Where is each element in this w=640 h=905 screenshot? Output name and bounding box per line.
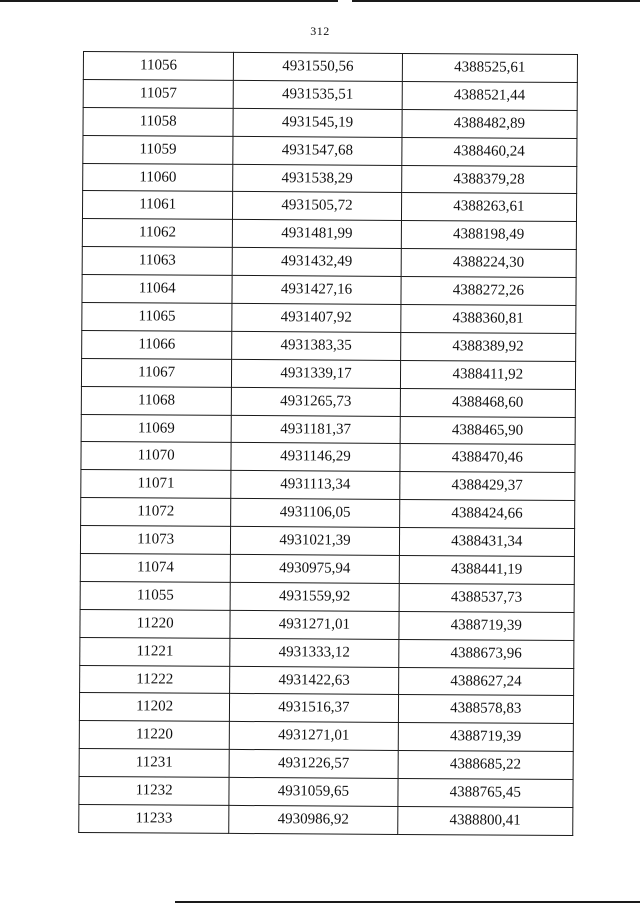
table-row [83, 79, 577, 110]
y-coordinate-cell: 4388521,44 [402, 81, 578, 110]
y-coordinate-cell: 4388198,49 [401, 221, 577, 250]
table-row [81, 414, 575, 445]
table-row [83, 163, 577, 194]
y-coordinate-cell: 4388431,34 [399, 528, 575, 557]
point-number-cell: 11061 [82, 191, 232, 220]
x-coordinate-cell: 4931113,34 [231, 471, 399, 500]
x-coordinate-cell: 4930986,92 [229, 805, 397, 834]
point-number-cell: 11057 [83, 79, 233, 108]
x-coordinate-cell: 4931181,37 [231, 415, 399, 444]
scan-bottom-border [175, 901, 640, 903]
y-coordinate-cell: 4388224,30 [401, 249, 577, 278]
scan-top-border [0, 0, 640, 2]
point-number-cell: 11056 [83, 52, 233, 81]
table-row [82, 219, 576, 250]
y-coordinate-cell: 4388272,26 [401, 277, 577, 306]
y-coordinate-cell: 4388360,81 [400, 304, 576, 333]
point-number-cell: 11073 [80, 526, 230, 555]
table-row [79, 749, 573, 780]
table-row [79, 777, 573, 808]
x-coordinate-cell: 4931271,01 [230, 610, 398, 639]
x-coordinate-cell: 4931427,16 [232, 276, 400, 305]
point-number-cell: 11059 [83, 135, 233, 164]
point-number-cell: 11220 [79, 721, 229, 750]
table-row [81, 470, 575, 501]
point-number-cell: 11063 [82, 247, 232, 276]
table-row [83, 107, 577, 138]
point-number-cell: 11232 [79, 777, 229, 806]
table-row [81, 498, 575, 529]
point-number-cell: 11058 [83, 107, 233, 136]
y-coordinate-cell: 4388460,24 [401, 137, 577, 166]
y-coordinate-cell: 4388424,66 [399, 500, 575, 529]
table-row [80, 526, 574, 557]
x-coordinate-cell: 4931505,72 [233, 192, 401, 221]
point-number-cell: 11066 [82, 330, 232, 359]
table-row [81, 442, 575, 473]
x-coordinate-cell: 4931516,37 [230, 694, 398, 723]
y-coordinate-cell: 4388441,19 [399, 555, 575, 584]
table-row [79, 805, 573, 836]
y-coordinate-cell: 4388525,61 [402, 53, 578, 82]
table-row [82, 247, 576, 278]
point-number-cell: 11233 [79, 805, 229, 834]
y-coordinate-cell: 4388578,83 [398, 695, 574, 724]
table-row [82, 275, 576, 306]
x-coordinate-cell: 4931550,56 [234, 52, 402, 81]
point-number-cell: 11062 [82, 219, 232, 248]
y-coordinate-cell: 4388465,90 [400, 416, 576, 445]
y-coordinate-cell: 4388765,45 [398, 779, 574, 808]
x-coordinate-cell: 4931106,05 [231, 499, 399, 528]
table-row [80, 554, 574, 585]
y-coordinate-cell: 4388800,41 [397, 806, 573, 835]
x-coordinate-cell: 4931146,29 [231, 443, 399, 472]
x-coordinate-cell: 4931339,17 [232, 359, 400, 388]
table-row [81, 386, 575, 417]
point-number-cell: 11072 [81, 498, 231, 527]
x-coordinate-cell: 4931547,68 [233, 136, 401, 165]
page-number: 312 [310, 24, 330, 38]
y-coordinate-cell: 4388379,28 [401, 165, 577, 194]
table-row [80, 581, 574, 612]
point-number-cell: 11221 [80, 637, 230, 666]
x-coordinate-cell: 4931422,63 [230, 666, 398, 695]
coordinates-table-body [79, 52, 578, 836]
y-coordinate-cell: 4388263,61 [401, 193, 577, 222]
point-number-cell: 11067 [81, 358, 231, 387]
point-number-cell: 11065 [82, 303, 232, 332]
table-row [80, 609, 574, 640]
y-coordinate-cell: 4388685,22 [398, 751, 574, 780]
x-coordinate-cell: 4931432,49 [232, 248, 400, 277]
table-row [83, 135, 577, 166]
table-row [82, 191, 576, 222]
point-number-cell: 11070 [81, 442, 231, 471]
table-row [79, 693, 573, 724]
table-row [82, 303, 576, 334]
point-number-cell: 11055 [80, 581, 230, 610]
point-number-cell: 11220 [80, 609, 230, 638]
y-coordinate-cell: 4388429,37 [399, 472, 575, 501]
table-row [82, 330, 576, 361]
x-coordinate-cell: 4931021,39 [231, 527, 399, 556]
point-number-cell: 11202 [79, 693, 229, 722]
table-row [80, 665, 574, 696]
point-number-cell: 11231 [79, 749, 229, 778]
point-number-cell: 11068 [81, 386, 231, 415]
x-coordinate-cell: 4931535,51 [233, 80, 401, 109]
x-coordinate-cell: 4931271,01 [230, 722, 398, 751]
point-number-cell: 11222 [80, 665, 230, 694]
y-coordinate-cell: 4388627,24 [398, 667, 574, 696]
x-coordinate-cell: 4931538,29 [233, 164, 401, 193]
x-coordinate-cell: 4931407,92 [232, 303, 400, 332]
y-coordinate-cell: 4388411,92 [400, 360, 576, 389]
y-coordinate-cell: 4388719,39 [399, 611, 575, 640]
y-coordinate-cell: 4388673,96 [398, 639, 574, 668]
table-row [80, 637, 574, 668]
point-number-cell: 11074 [80, 554, 230, 583]
scan-top-border-gap [338, 0, 352, 2]
table-row [81, 358, 575, 389]
table-row [83, 52, 577, 83]
x-coordinate-cell: 4931383,35 [232, 331, 400, 360]
y-coordinate-cell: 4388470,46 [400, 444, 576, 473]
y-coordinate-cell: 4388537,73 [399, 583, 575, 612]
x-coordinate-cell: 4931226,57 [229, 750, 397, 779]
y-coordinate-cell: 4388389,92 [400, 332, 576, 361]
x-coordinate-cell: 4930975,94 [231, 554, 399, 583]
x-coordinate-cell: 4931481,99 [233, 220, 401, 249]
point-number-cell: 11071 [81, 470, 231, 499]
table-row [79, 721, 573, 752]
x-coordinate-cell: 4931545,19 [233, 108, 401, 137]
y-coordinate-cell: 4388719,39 [398, 723, 574, 752]
x-coordinate-cell: 4931059,65 [229, 778, 397, 807]
point-number-cell: 11064 [82, 275, 232, 304]
point-number-cell: 11069 [81, 414, 231, 443]
x-coordinate-cell: 4931265,73 [232, 387, 400, 416]
coordinates-table [78, 51, 578, 836]
point-number-cell: 11060 [83, 163, 233, 192]
x-coordinate-cell: 4931559,92 [230, 582, 398, 611]
y-coordinate-cell: 4388468,60 [400, 388, 576, 417]
x-coordinate-cell: 4931333,12 [230, 638, 398, 667]
y-coordinate-cell: 4388482,89 [402, 109, 578, 138]
